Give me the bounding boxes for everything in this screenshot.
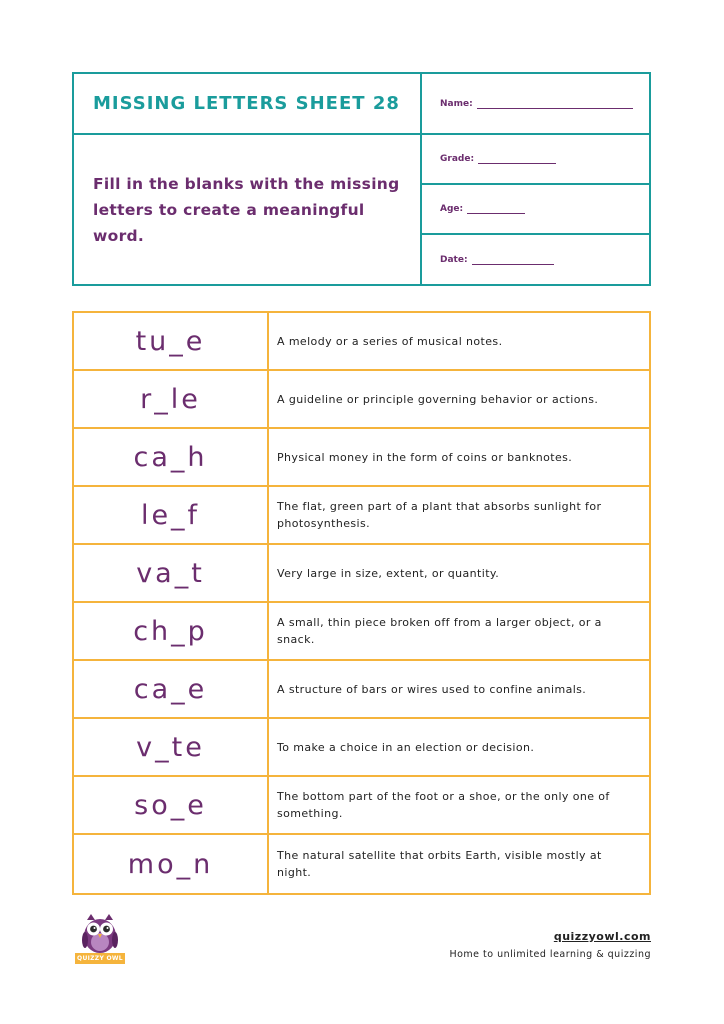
age-label: Age: xyxy=(440,204,464,214)
table-row xyxy=(74,371,649,429)
missing-letter-word[interactable]: so_e xyxy=(74,777,269,833)
table-row xyxy=(74,603,649,661)
instructions: Fill in the blanks with the missing letters to create a meaningful word. xyxy=(74,135,422,284)
name-line[interactable] xyxy=(477,99,633,109)
table-row xyxy=(74,719,649,777)
tagline: Home to unlimited learning & quizzing xyxy=(449,949,651,960)
word-table xyxy=(72,311,651,895)
date-field[interactable] xyxy=(422,235,649,284)
grade-field[interactable] xyxy=(422,135,649,185)
table-row xyxy=(74,777,649,835)
age-field[interactable] xyxy=(422,185,649,235)
missing-letter-word[interactable]: ca_e xyxy=(74,661,269,717)
quizzy-owl-logo xyxy=(75,912,125,964)
missing-letter-word[interactable]: tu_e xyxy=(74,313,269,369)
missing-letter-word[interactable]: mo_n xyxy=(74,835,269,893)
date-line[interactable] xyxy=(472,255,554,265)
word-clue: Very large in size, extent, or quantity. xyxy=(277,566,500,580)
grade-label: Grade: xyxy=(440,154,475,164)
word-clue: To make a choice in an election or decision. xyxy=(277,740,535,754)
missing-letter-word[interactable]: r_le xyxy=(74,371,269,427)
word-clue: A melody or a series of musical notes. xyxy=(277,334,503,348)
table-row xyxy=(74,429,649,487)
table-row xyxy=(74,545,649,603)
missing-letter-word[interactable]: ca_h xyxy=(74,429,269,485)
age-line[interactable] xyxy=(467,204,525,214)
word-clue: A guideline or principle governing behavior or actions. xyxy=(277,392,599,406)
word-clue: A structure of bars or wires used to confine animals. xyxy=(277,682,587,696)
name-label: Name: xyxy=(440,98,473,109)
table-row xyxy=(74,313,649,371)
table-row xyxy=(74,835,649,893)
word-clue: The natural satellite that orbits Earth, visible mostly at night. xyxy=(277,849,602,879)
missing-letter-word[interactable]: va_t xyxy=(74,545,269,601)
missing-letter-word[interactable]: le_f xyxy=(74,487,269,543)
owl-icon xyxy=(75,912,125,954)
logo-wordmark: QUIZZY OWL xyxy=(75,953,125,964)
page-title: MISSING LETTERS SHEET 28 xyxy=(74,74,422,135)
word-clue: The flat, green part of a plant that absorbs sunlight for photosynthesis. xyxy=(277,500,602,530)
word-clue: The bottom part of the foot or a shoe, or the only one of something. xyxy=(277,790,610,820)
word-clue: A small, thin piece broken off from a larger object, or a snack. xyxy=(277,616,602,646)
missing-letter-word[interactable]: v_te xyxy=(74,719,269,775)
date-label: Date: xyxy=(440,254,468,265)
word-clue: Physical money in the form of coins or banknotes. xyxy=(277,450,573,464)
worksheet-header xyxy=(72,72,651,286)
table-row xyxy=(74,487,649,545)
table-row xyxy=(74,661,649,719)
site-link[interactable]: quizzyowl.com xyxy=(553,930,651,943)
name-field[interactable] xyxy=(422,74,649,135)
grade-line[interactable] xyxy=(478,154,556,164)
missing-letter-word[interactable]: ch_p xyxy=(74,603,269,659)
